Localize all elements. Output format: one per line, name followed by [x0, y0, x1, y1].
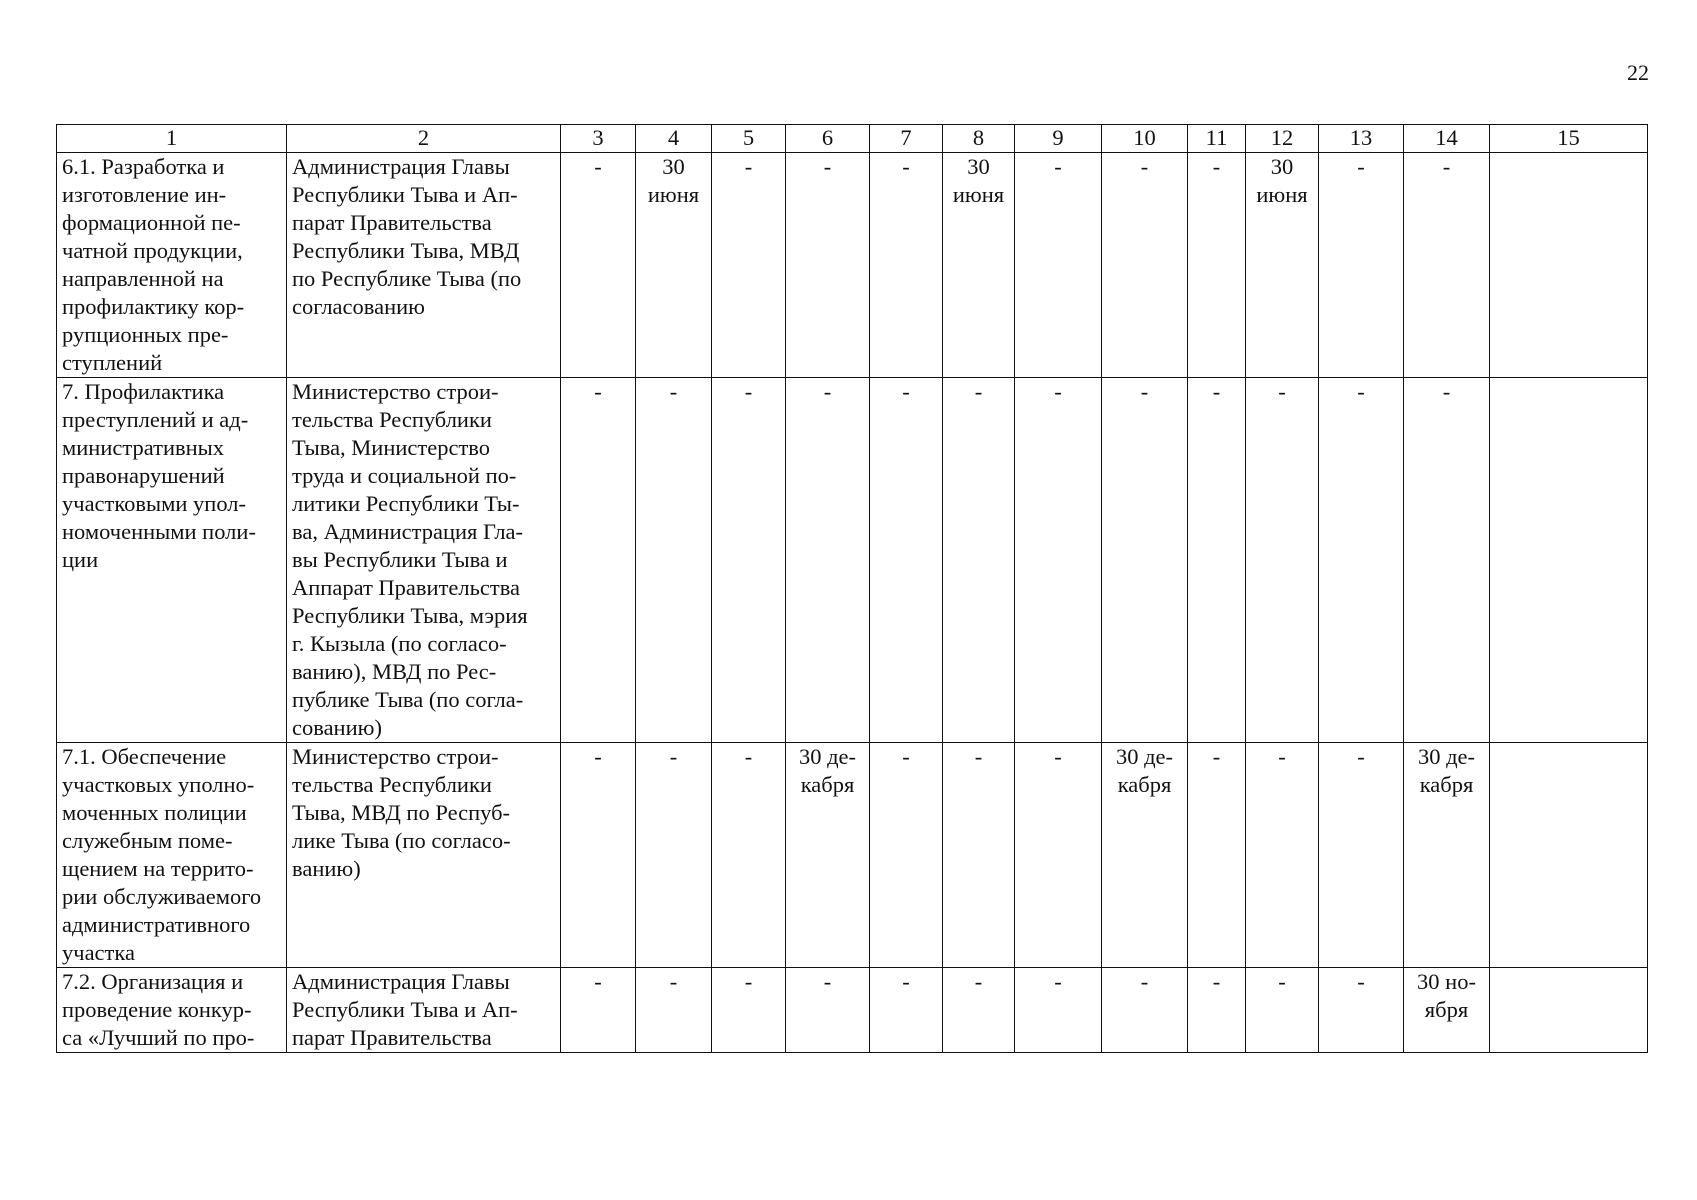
- cell-line: Министерство строи-: [292, 744, 499, 769]
- cell-line: парат Правительства: [292, 1025, 492, 1050]
- cell-line: публике Тыва (по согла-: [292, 687, 524, 712]
- period-cell: [1246, 153, 1319, 378]
- column-header: 9: [1015, 125, 1102, 153]
- cell-line: административного: [62, 912, 251, 937]
- cell-line: -: [1054, 969, 1062, 994]
- cell-line: -: [902, 744, 910, 769]
- cell-line: -: [1278, 969, 1286, 994]
- cell-line: -: [1054, 744, 1062, 769]
- period-cell: [712, 378, 786, 743]
- cell-line: проведение конкур-: [62, 997, 252, 1022]
- column-header: 14: [1404, 125, 1490, 153]
- period-cell: [561, 743, 636, 968]
- cell-line: -: [1212, 379, 1221, 404]
- cell-line: -: [1357, 379, 1365, 404]
- cell-line: министративных: [62, 435, 225, 460]
- period-cell: [943, 378, 1015, 743]
- cell-line: чатной продукции,: [62, 238, 243, 263]
- cell-line: щением на террито-: [62, 856, 254, 881]
- table-row: [57, 743, 1648, 968]
- cell-line: 7.1. Обеспечение: [62, 744, 227, 769]
- period-cell: [1102, 743, 1188, 968]
- cell-line: -: [974, 744, 983, 769]
- cell-line: -: [823, 969, 832, 994]
- activity-name-cell: [57, 743, 287, 968]
- column-header: 8: [943, 125, 1015, 153]
- cell-line: -: [594, 154, 602, 179]
- cell-line: июня: [1256, 182, 1308, 207]
- column-header: 5: [712, 125, 786, 153]
- cell-line: Республики Тыва, мэрия: [292, 603, 528, 628]
- cell-line: моченных полиции: [62, 800, 247, 825]
- executor-cell: [287, 968, 561, 1053]
- cell-line: парат Правительства: [292, 210, 492, 235]
- cell-line: 30: [967, 154, 990, 179]
- period-cell: [561, 153, 636, 378]
- cell-line: -: [744, 969, 753, 994]
- period-cell: [786, 153, 870, 378]
- cell-line: -: [1054, 154, 1062, 179]
- column-header: 11: [1188, 125, 1246, 153]
- cell-line: участковыми упол-: [62, 491, 247, 516]
- cell-line: -: [669, 969, 678, 994]
- cell-line: Тыва, МВД по Респуб-: [292, 800, 511, 825]
- column-header: 15: [1490, 125, 1648, 153]
- cell-line: Аппарат Правительства: [292, 575, 521, 600]
- period-cell: [636, 153, 712, 378]
- period-cell: [561, 968, 636, 1053]
- page-number: 22: [1627, 60, 1649, 85]
- cell-line: Тыва, Министерство: [292, 435, 491, 460]
- period-cell: [786, 743, 870, 968]
- cell-line: июня: [952, 182, 1005, 207]
- cell-line: Министерство строи-: [292, 379, 499, 404]
- period-cell: [943, 153, 1015, 378]
- cell-line: -: [1357, 744, 1365, 769]
- cell-line: -: [1140, 969, 1149, 994]
- cell-line: правонарушений: [62, 463, 225, 488]
- column-header: 2: [287, 125, 561, 153]
- column-header: 6: [786, 125, 870, 153]
- cell-line: 6.1. Разработка и: [62, 154, 225, 179]
- cell-line: июня: [647, 182, 700, 207]
- cell-line: 30 де-: [1115, 744, 1174, 769]
- period-cell: [1015, 968, 1102, 1053]
- period-cell: [1490, 743, 1648, 968]
- table-body: [57, 153, 1648, 1053]
- cell-line: ва, Администрация Гла-: [292, 519, 524, 544]
- period-cell: [1404, 153, 1490, 378]
- cell-line: Администрация Главы: [292, 969, 510, 994]
- cell-line: -: [1212, 744, 1221, 769]
- cell-line: Администрация Главы: [292, 154, 510, 179]
- cell-line: -: [1212, 154, 1221, 179]
- column-header: 13: [1319, 125, 1404, 153]
- column-header: 3: [561, 125, 636, 153]
- period-cell: [1490, 153, 1648, 378]
- period-cell: [1319, 153, 1404, 378]
- period-cell: [786, 968, 870, 1053]
- executor-cell: [287, 153, 561, 378]
- period-cell: [870, 378, 943, 743]
- cell-line: -: [1212, 969, 1221, 994]
- period-cell: [712, 743, 786, 968]
- cell-line: ции: [62, 547, 99, 572]
- period-cell: [1015, 153, 1102, 378]
- cell-line: -: [594, 969, 602, 994]
- cell-line: г. Кызыла (по согласо-: [292, 631, 507, 656]
- period-cell: [1188, 153, 1246, 378]
- period-cell: [870, 153, 943, 378]
- cell-line: вы Республики Тыва и: [292, 547, 508, 572]
- cell-line: рии обслуживаемого: [62, 884, 262, 909]
- cell-line: -: [902, 154, 910, 179]
- cell-line: -: [902, 379, 910, 404]
- table-row: [57, 153, 1648, 378]
- header-row: [57, 125, 1648, 153]
- cell-line: лике Тыва (по согласо-: [292, 828, 511, 853]
- cell-line: -: [744, 154, 753, 179]
- cell-line: по Республике Тыва (по: [292, 266, 522, 291]
- period-cell: [636, 968, 712, 1053]
- period-cell: [561, 378, 636, 743]
- period-cell: [1404, 743, 1490, 968]
- period-cell: [1246, 968, 1319, 1053]
- cell-line: согласованию: [292, 294, 425, 319]
- cell-line: труда и социальной по-: [292, 463, 517, 488]
- period-cell: [712, 968, 786, 1053]
- cell-line: -: [823, 379, 832, 404]
- cell-line: преступлений и ад-: [62, 407, 249, 432]
- cell-line: -: [669, 744, 678, 769]
- cell-line: -: [1357, 969, 1365, 994]
- period-cell: [1404, 378, 1490, 743]
- table-row: [57, 968, 1648, 1053]
- period-cell: [1102, 378, 1188, 743]
- executor-cell: [287, 743, 561, 968]
- period-cell: [636, 378, 712, 743]
- cell-line: -: [823, 154, 832, 179]
- activity-name-cell: [57, 378, 287, 743]
- cell-line: ванию): [292, 856, 361, 881]
- period-cell: [1404, 968, 1490, 1053]
- period-cell: [1246, 378, 1319, 743]
- period-cell: [636, 743, 712, 968]
- cell-line: рупционных пре-: [62, 322, 229, 347]
- cell-line: кабря: [1117, 772, 1172, 797]
- period-cell: [1490, 378, 1648, 743]
- period-cell: [1102, 968, 1188, 1053]
- cell-line: кабря: [800, 772, 855, 797]
- period-cell: [1188, 743, 1246, 968]
- cell-line: номоченными поли-: [62, 519, 256, 544]
- cell-line: 30 но-: [1417, 969, 1476, 994]
- cell-line: 30: [1270, 154, 1294, 179]
- cell-line: профилактику кор-: [62, 294, 245, 319]
- cell-line: тельства Республики: [292, 772, 492, 797]
- cell-line: -: [1442, 379, 1451, 404]
- cell-line: кабря: [1419, 772, 1474, 797]
- period-cell: [1319, 743, 1404, 968]
- cell-line: участка: [62, 940, 135, 965]
- table-row: [57, 378, 1648, 743]
- period-cell: [870, 968, 943, 1053]
- cell-line: -: [744, 744, 753, 769]
- cell-line: направленной на: [62, 266, 224, 291]
- executor-cell: [287, 378, 561, 743]
- cell-line: са «Лучший по про-: [62, 1025, 255, 1050]
- cell-line: Республики Тыва и Ап-: [292, 997, 518, 1022]
- period-cell: [1015, 743, 1102, 968]
- period-cell: [870, 743, 943, 968]
- cell-line: -: [1140, 379, 1149, 404]
- period-cell: [1246, 743, 1319, 968]
- cell-line: -: [1278, 379, 1286, 404]
- period-cell: [1188, 968, 1246, 1053]
- activity-name-cell: [57, 968, 287, 1053]
- activity-name-cell: [57, 153, 287, 378]
- cell-line: изготовление ин-: [62, 182, 227, 207]
- cell-line: служебным поме-: [62, 828, 233, 853]
- cell-line: Республики Тыва и Ап-: [292, 182, 518, 207]
- cell-line: -: [669, 379, 678, 404]
- cell-line: -: [902, 969, 910, 994]
- period-cell: [786, 378, 870, 743]
- period-cell: [712, 153, 786, 378]
- period-cell: [1188, 378, 1246, 743]
- column-header: 4: [636, 125, 712, 153]
- column-header: 7: [870, 125, 943, 153]
- cell-line: 7. Профилактика: [62, 379, 225, 404]
- period-cell: [1102, 153, 1188, 378]
- period-cell: [943, 743, 1015, 968]
- cell-line: -: [974, 969, 983, 994]
- cell-line: -: [594, 744, 602, 769]
- cell-line: формационной пе-: [62, 210, 241, 235]
- cell-line: -: [1054, 379, 1062, 404]
- period-cell: [1319, 968, 1404, 1053]
- cell-line: сованию): [292, 715, 382, 740]
- period-cell: [943, 968, 1015, 1053]
- cell-line: 30 де-: [798, 744, 857, 769]
- cell-line: -: [1357, 154, 1365, 179]
- cell-line: Республики Тыва, МВД: [292, 238, 520, 263]
- cell-line: ября: [1424, 997, 1469, 1022]
- period-cell: [1319, 378, 1404, 743]
- cell-line: -: [594, 379, 602, 404]
- cell-line: участковых уполно-: [62, 772, 255, 797]
- period-cell: [1490, 968, 1648, 1053]
- cell-line: 7.2. Организация и: [62, 969, 244, 994]
- cell-line: литики Республики Ты-: [292, 491, 520, 516]
- column-header: 10: [1102, 125, 1188, 153]
- cell-line: ванию), МВД по Рес-: [292, 659, 497, 684]
- period-cell: [1015, 378, 1102, 743]
- cell-line: -: [744, 379, 753, 404]
- cell-line: 30 де-: [1417, 744, 1476, 769]
- column-header: 12: [1246, 125, 1319, 153]
- cell-line: -: [1140, 154, 1149, 179]
- column-header: 1: [57, 125, 287, 153]
- cell-line: ступлений: [62, 350, 163, 375]
- cell-line: -: [1442, 154, 1451, 179]
- cell-line: тельства Республики: [292, 407, 492, 432]
- cell-line: 30: [662, 154, 685, 179]
- cell-line: -: [1278, 744, 1286, 769]
- cell-line: -: [974, 379, 983, 404]
- plan-table: [56, 124, 1648, 1053]
